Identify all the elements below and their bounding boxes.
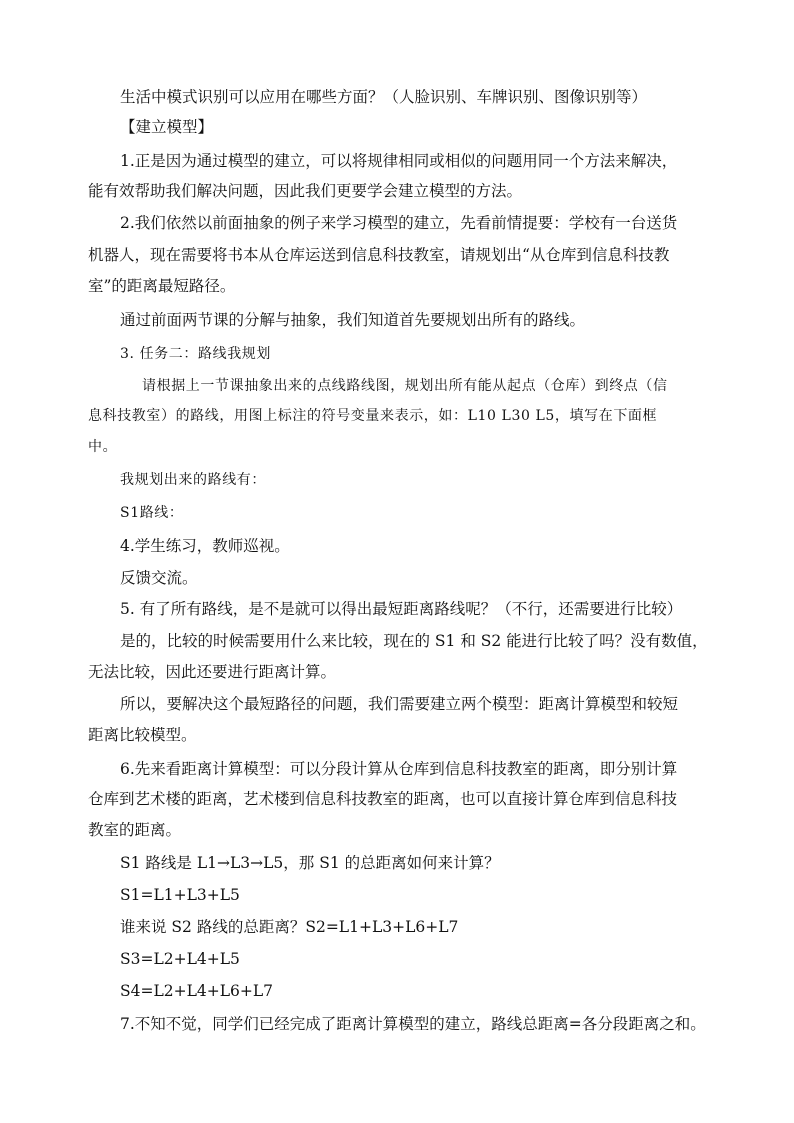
text-line: 2.我们依然以前面抽象的例子来学习模型的建立，先看前情提要：学校有一台送货 [120,214,678,232]
text-line: 6.先来看距离计算模型：可以分段计算从仓库到信息科技教室的距离，即分别计算 [120,760,678,778]
task-heading: 3. 任务二：路线我规划 [120,346,272,362]
text-line: 反馈交流。 [120,569,198,587]
text-line: 5. 有了所有路线，是不是就可以得出最短距离路线呢？（不行，还需要进行比较） [120,600,683,618]
text-line: 请根据上一节课抽象出来的点线路线图，规划出所有能从起点（仓库）到终点（信 [142,378,668,394]
text-line: 通过前面两节课的分解与抽象，我们知道首先要规划出所有的路线。 [120,311,586,329]
text-line: 1.正是因为通过模型的建立，可以将规律相同或相似的问题用同一个方法来解决， [120,152,678,170]
formula-line: S1=L1+L3+L5 [120,886,240,904]
text-line: 我规划出来的路线有： [120,472,266,488]
text-line: 是的，比较的时候需要用什么来比较，现在的 S1 和 S2 能进行比较了吗？没有数值， [120,632,708,650]
text-line: 所以，要解决这个最短路径的问题，我们需要建立两个模型：距离计算模型和较短 [120,695,679,713]
formula-line: S3=L2+L4+L5 [120,950,240,968]
formula-line: S4=L2+L4+L6+L7 [120,982,274,1000]
text-line: S1 路线是 L1→L3→L5，那 S1 的总距离如何来计算？ [120,854,500,872]
route-answer-line: S1路线： [120,505,184,521]
text-line: 7.不知不觉，同学们已经完成了距离计算模型的建立，路线总距离=各分段距离之和。 [120,1015,706,1033]
text-line: 谁来说 S2 路线的总距离？S2=L1+L3+L6+L7 [120,918,459,936]
text-line: 距离比较模型。 [88,726,197,744]
text-line: 仓库到艺术楼的距离，艺术楼到信息科技教室的距离，也可以直接计算仓库到信息科技 [88,790,678,808]
text-line: 教室的距离。 [88,821,182,839]
section-heading: 【建立模型】 [120,118,214,136]
text-line: 中。 [88,439,118,455]
text-line: 生活中模式识别可以应用在哪些方面？（人脸识别、车牌识别、图像识别等） [120,88,648,106]
text-line: 机器人，现在需要将书本从仓库运送到信息科技教室，请规划出“从仓库到信息科技教 [88,246,670,264]
text-line: 4.学生练习，教师巡视。 [120,537,290,555]
text-line: 息科技教室）的路线，用图上标注的符号变量来表示，如：L10 L30 L5，填写在下面框 [88,408,658,424]
text-line: 无法比较，因此还要进行距离计算。 [88,663,337,681]
text-line: 室”的距离最短路径。 [88,277,236,295]
text-line: 能有效帮助我们解决问题，因此我们更要学会建立模型的方法。 [88,182,523,200]
